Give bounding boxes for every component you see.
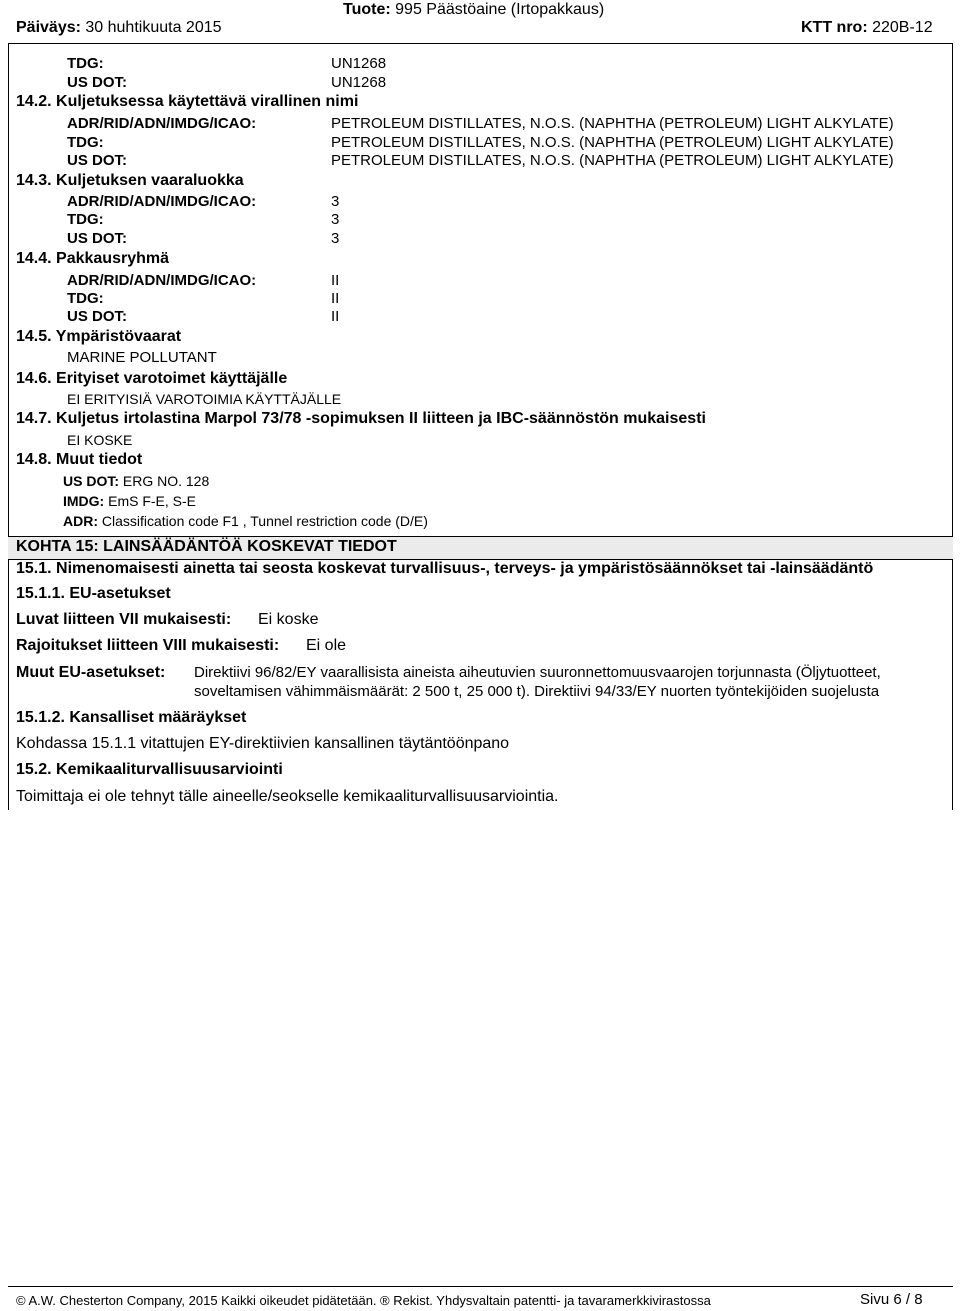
s14-4-tdg-value: II (331, 290, 340, 307)
s14-5-value: MARINE POLLUTANT (67, 349, 217, 366)
section-14-2-title: 14.2. Kuljetuksessa käytettävä virallinen nimi (16, 93, 359, 110)
ktt-value: 220B-12 (872, 19, 933, 36)
section-14-8-title: 14.8. Muut tiedot (16, 451, 143, 468)
s14-3-adr-label: ADR/RID/ADN/IMDG/ICAO: (67, 193, 257, 210)
section-15-1-2-title: 15.1.2. Kansalliset määräykset (16, 709, 247, 726)
s14-4-adr-value: II (331, 272, 340, 289)
s14-8-usdot-value: ERG NO. 128 (122, 473, 210, 489)
ktt-label: KTT nro: (801, 19, 868, 36)
section-15-2-text: Toimittaja ei ole tehnyt tälle aineelle/seokselle kemikaaliturvallisuusarviointia. (16, 788, 559, 805)
section-14-3-title: 14.3. Kuljetuksen vaaraluokka (16, 172, 244, 189)
luvat-label: Luvat liitteen VII mukaisesti: (16, 611, 232, 628)
s14-4-tdg-label: TDG: (67, 290, 104, 307)
un-usdot-value: UN1268 (331, 74, 387, 91)
s14-8-usdot (63, 473, 209, 489)
s14-4-usdot-label: US DOT: (67, 308, 127, 325)
s14-8-imdg-label: IMDG: (63, 493, 105, 509)
page-label: Sivu (860, 1291, 890, 1308)
s14-2-adr-label: ADR/RID/ADN/IMDG/ICAO: (67, 115, 257, 132)
un-tdg-value: UN1268 (331, 55, 387, 72)
right-border (952, 44, 953, 810)
s14-7-value: EI KOSKE (67, 432, 133, 448)
date-value: 30 huhtikuuta 2015 (85, 19, 222, 36)
header-date (16, 19, 222, 37)
section-14-5-title: 14.5. Ympäristövaarat (16, 328, 182, 345)
s14-8-imdg-value: EmS F-E, S-E (108, 493, 197, 509)
product-label: Tuote: (343, 1, 391, 18)
section-15-1-title: 15.1. Nimenomaisesti ainetta tai seosta koskevat turvallisuus-, terveys- ja ympäristösäännökset tai -lainsäädäntö (16, 560, 874, 577)
page-value: 6 / 8 (893, 1291, 923, 1308)
s14-3-tdg-label: TDG: (67, 211, 104, 228)
s14-8-adr-label: ADR: (63, 513, 98, 529)
muut-line-1: Direktiivi 96/82/EY vaarallisista aineista aiheutuvien suuronnettomuusvaarojen torjunnasta (Öljytuotteet, (194, 664, 881, 681)
section-14-4-title: 14.4. Pakkausryhmä (16, 250, 169, 267)
un-tdg-label: TDG: (67, 55, 104, 72)
section-14-6-title: 14.6. Erityiset varotoimet käyttäjälle (16, 370, 288, 387)
s14-8-usdot-label: US DOT: (63, 473, 119, 489)
section-15-1-1-title: 15.1.1. EU-asetukset (16, 585, 171, 602)
s14-2-adr-value: PETROLEUM DISTILLATES, N.O.S. (NAPHTHA (PETROLEUM) LIGHT ALKYLATE) (331, 115, 894, 132)
s14-2-usdot-value: PETROLEUM DISTILLATES, N.O.S. (NAPHTHA (PETROLEUM) LIGHT ALKYLATE) (331, 152, 894, 169)
footer-rule (8, 1286, 953, 1287)
s14-8-adr-value: Classification code F1 , Tunnel restriction code (D/E) (101, 513, 428, 529)
header-product (343, 1, 604, 19)
rajoitukset-value: Ei ole (306, 637, 347, 654)
s14-2-usdot-label: US DOT: (67, 152, 127, 169)
section-15-heading: KOHTA 15: LAINSÄÄDÄNTÖÄ KOSKEVAT TIEDOT (16, 538, 397, 555)
muut-line-2: soveltamisen vähimmäismäärät: 2 500 t, 25 000 t). Direktiivi 94/33/EY nuorten työntekijöiden suojelusta (194, 683, 880, 700)
s14-6-value: EI ERITYISIÄ VAROTOIMIA KÄYTTÄJÄLLE (67, 391, 342, 407)
s14-3-usdot-value: 3 (331, 230, 340, 247)
s14-8-adr (63, 513, 428, 529)
s14-4-adr-label: ADR/RID/ADN/IMDG/ICAO: (67, 272, 257, 289)
rajoitukset-label: Rajoitukset liitteen VIII mukaisesti: (16, 637, 280, 654)
header-rule (8, 43, 953, 44)
section-15-1-2-text: Kohdassa 15.1.1 vitattujen EY-direktiivien kansallinen täytäntöönpano (16, 735, 510, 752)
product-value: 995 Päästöaine (Irtopakkaus) (395, 1, 605, 18)
footer-page (860, 1291, 923, 1308)
s14-4-usdot-value: II (331, 308, 340, 325)
date-label: Päiväys: (16, 19, 81, 36)
s14-3-adr-value: 3 (331, 193, 340, 210)
s14-3-tdg-value: 3 (331, 211, 340, 228)
s14-8-imdg (63, 493, 196, 509)
s14-2-tdg-value: PETROLEUM DISTILLATES, N.O.S. (NAPHTHA (PETROLEUM) LIGHT ALKYLATE) (331, 134, 894, 151)
muut-label: Muut EU-asetukset: (16, 664, 166, 681)
left-border (8, 44, 9, 810)
section-14-7-title: 14.7. Kuljetus irtolastina Marpol 73/78 -sopimuksen II liitteen ja IBC-säännöstön mukaisesti (16, 410, 706, 427)
header-ktt (801, 19, 933, 37)
s14-3-usdot-label: US DOT: (67, 230, 127, 247)
footer-registered: ® Rekist. Yhdysvaltain patentti- ja tavaramerkkivirastossa (380, 1293, 711, 1308)
section-15-2-title: 15.2. Kemikaaliturvallisuusarviointi (16, 761, 283, 778)
un-usdot-label: US DOT: (67, 74, 127, 91)
luvat-value: Ei koske (258, 611, 319, 628)
s14-2-tdg-label: TDG: (67, 134, 104, 151)
footer-copyright: © A.W. Chesterton Company, 2015 Kaikki oikeudet pidätetään. (16, 1293, 377, 1308)
